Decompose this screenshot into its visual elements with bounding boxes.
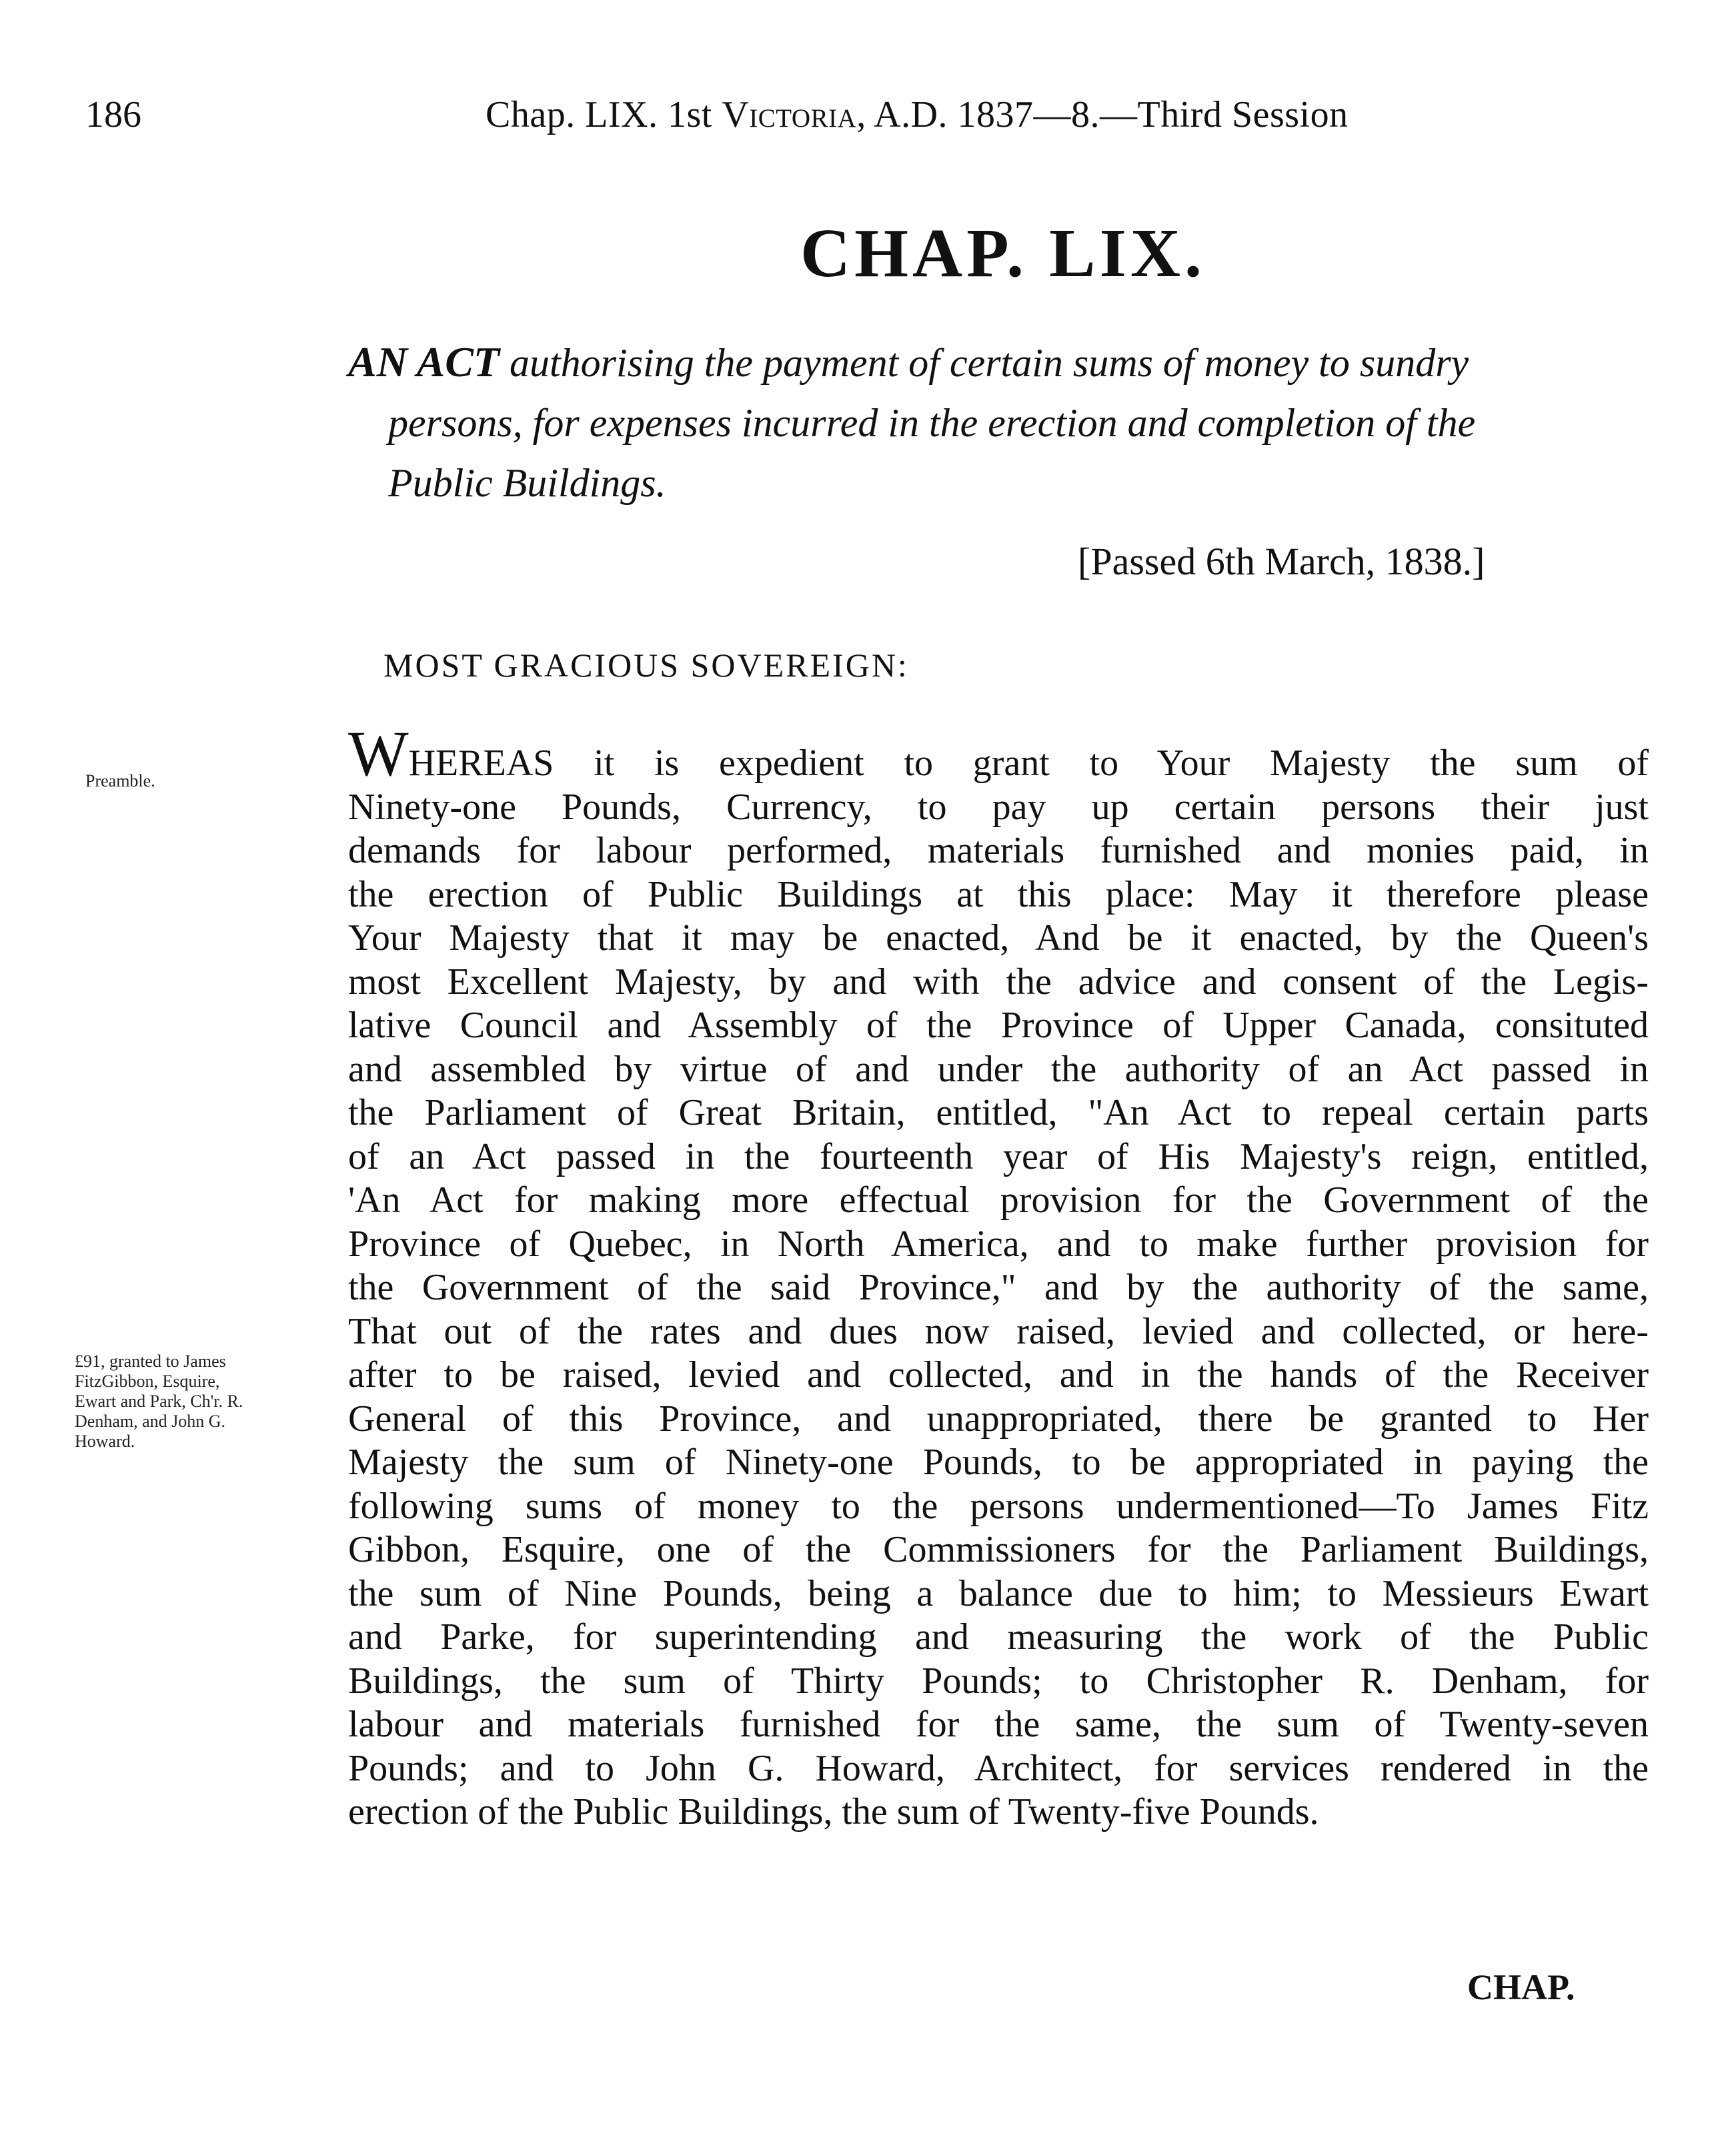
act-body <box>348 718 1649 1834</box>
body-line: Ninety-one Pounds, Currency, to pay up certain persons their just <box>348 786 1649 828</box>
salutation: MOST GRACIOUS SOVEREIGN: <box>383 646 909 684</box>
body-line: and Parke, for superintending and measuring the work of the Public <box>348 1616 1649 1658</box>
body-line: That out of the rates and dues now raised, levied and collected, or here- <box>348 1310 1649 1352</box>
running-header <box>486 93 1349 136</box>
passed-date: [Passed 6th March, 1838.] <box>1078 540 1485 583</box>
margin-note-line: Denham, and John G. <box>75 1412 226 1431</box>
body-line: after to be raised, levied and collected, and in the hands of the Receiver <box>348 1354 1649 1396</box>
body-line: Buildings, the sum of Thirty Pounds; to Christopher R. Denham, for <box>348 1660 1649 1702</box>
margin-note-line: Ewart and Park, Ch'r. R. <box>75 1392 243 1411</box>
body-line: Province of Quebec, in North America, and to make further provision for <box>348 1223 1649 1265</box>
body-line: labour and materials furnished for the same, the sum of Twenty-seven <box>348 1704 1649 1745</box>
body-line: demands for labour performed, materials furnished and monies paid, in <box>348 830 1649 871</box>
running-head-part1: Chap. LIX. 1st <box>486 94 722 135</box>
body-line: Gibbon, Esquire, one of the Commissioners for the Parliament Buildings, <box>348 1529 1649 1570</box>
body-line: and assembled by virtue of and under the authority of an Act passed in <box>348 1048 1649 1090</box>
body-line <box>348 718 1649 789</box>
act-title-line-2: persons, for expenses incurred in the erection and completion of the <box>388 401 1476 445</box>
act-title-line-3: Public Buildings. <box>388 461 666 505</box>
body-line-text: HEREAS it is expedient to grant to Your Majesty the sum of <box>408 742 1649 784</box>
running-head-part2: , A.D. 1837—8.—Third Session <box>856 94 1349 135</box>
body-line: erection of the Public Buildings, the sum of Twenty-five Pounds. <box>348 1791 1319 1832</box>
chapter-title: CHAP. LIX. <box>800 215 1206 292</box>
body-line: the Government of the said Province," and by the authority of the same, <box>348 1267 1649 1308</box>
body-line: the Parliament of Great Britain, entitled, "An Act to repeal certain parts <box>348 1092 1649 1133</box>
margin-note-line: FitzGibbon, Esquire, <box>75 1372 220 1391</box>
body-line: 'An Act for making more effectual provision for the Government of the <box>348 1179 1649 1221</box>
body-line: most Excellent Majesty, by and with the advice and consent of the Legis- <box>348 961 1649 1003</box>
running-head-victoria: Victoria <box>722 94 857 135</box>
body-line: the sum of Nine Pounds, being a balance due to him; to Messieurs Ewart <box>348 1572 1649 1614</box>
margin-note-preamble: Preamble. <box>85 771 155 790</box>
act-title-lead: AN ACT <box>348 338 500 386</box>
act-title-line1-rest: authorising the payment of certain sums of money to sundry <box>500 341 1469 385</box>
margin-note-line: Howard. <box>75 1432 135 1451</box>
act-title <box>348 332 1649 513</box>
body-line: following sums of money to the persons undermentioned—To James Fitz <box>348 1485 1649 1527</box>
margin-note-grant <box>75 1352 341 1452</box>
margin-note-line: £91, granted to James <box>75 1352 226 1371</box>
body-line: of an Act passed in the fourteenth year of His Majesty's reign, entitled, <box>348 1135 1649 1177</box>
page-number: 186 <box>85 94 141 135</box>
catchword: CHAP. <box>1467 1967 1575 2007</box>
body-line: lative Council and Assembly of the Province of Upper Canada, consituted <box>348 1005 1649 1046</box>
drop-cap: W <box>348 718 409 789</box>
body-line: Your Majesty that it may be enacted, And be it enacted, by the Queen's <box>348 917 1649 959</box>
body-line: Pounds; and to John G. Howard, Architect, for services rendered in the <box>348 1747 1649 1789</box>
body-line: the erection of Public Buildings at this place: May it therefore please <box>348 873 1649 915</box>
body-line: General of this Province, and unappropriated, there be granted to Her <box>348 1398 1649 1440</box>
body-line: Majesty the sum of Ninety-one Pounds, to be appropriated in paying the <box>348 1442 1649 1483</box>
act-title-line-1 <box>348 332 1649 393</box>
